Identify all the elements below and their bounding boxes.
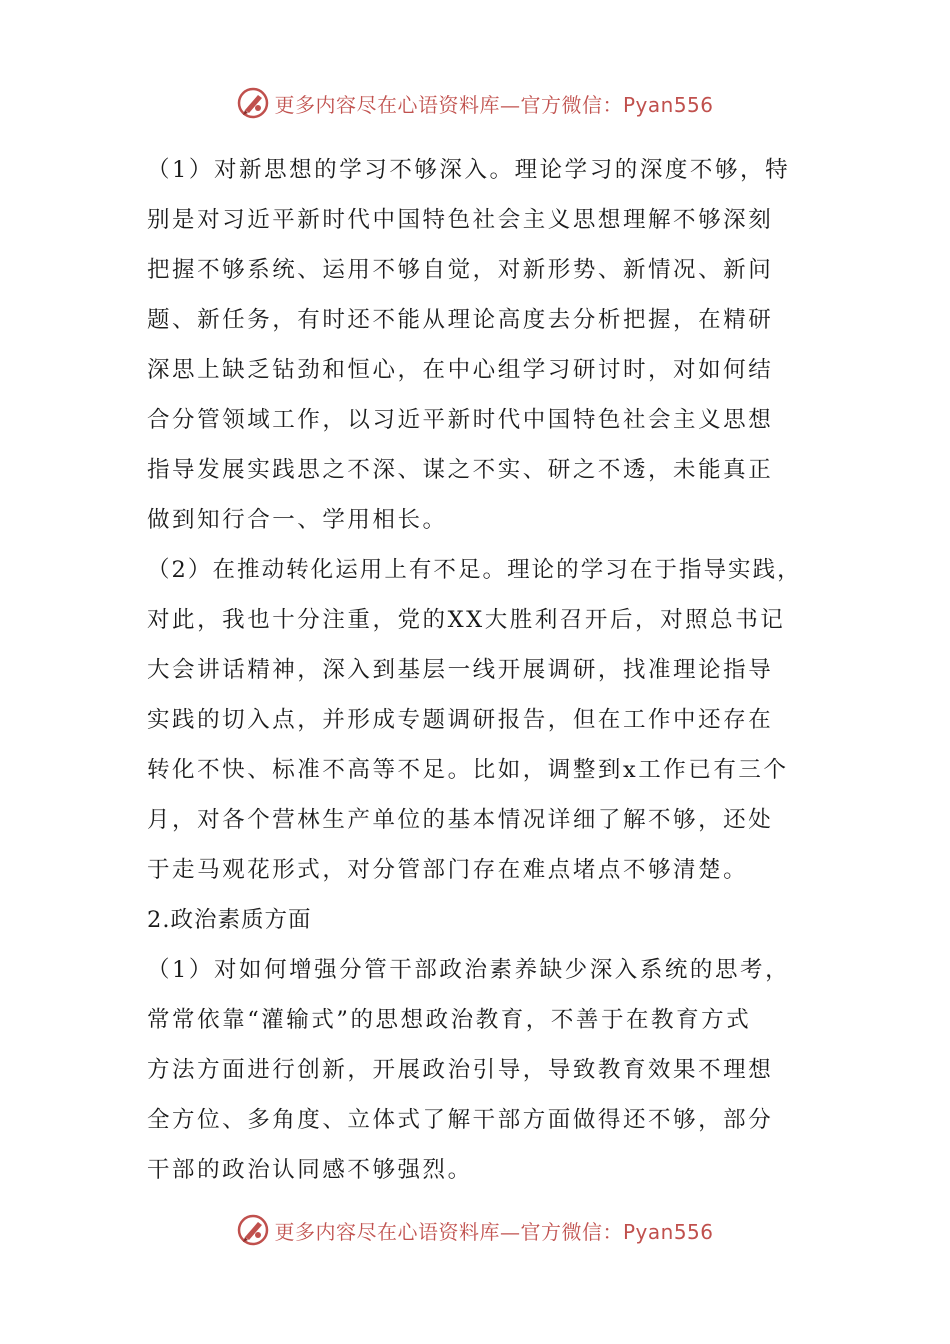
- pen-seal-logo-icon: [236, 1213, 270, 1247]
- text-line: 实践的切入点，并形成专题调研报告，但在工作中还存在: [147, 707, 774, 733]
- text-line: 方法方面进行创新，开展政治引导，导致教育效果不理想: [147, 1057, 774, 1083]
- text-line: 做到知行合一、学用相长。: [147, 507, 448, 533]
- pen-seal-logo-icon: [236, 86, 270, 120]
- text-line: （1）对如何增强分管干部政治素养缺少深入系统的思考，: [147, 957, 791, 983]
- watermark-banner-top: [0, 83, 950, 123]
- text-line: 题、新任务，有时还不能从理论高度去分析把握，在精研: [147, 307, 774, 333]
- text-line: （2）在推动转化运用上有不足。理论的学习在于指导实践，: [147, 557, 802, 583]
- text-line: 大会讲话精神，深入到基层一线开展调研，找准理论指导: [147, 657, 774, 683]
- watermark-text: 更多内容尽在心语资料库—官方微信：Pyan556: [274, 1219, 714, 1244]
- wechat-account: Pyan556: [622, 1219, 714, 1244]
- text-line: 别是对习近平新时代中国特色社会主义思想理解不够深刻: [147, 207, 774, 233]
- text-line: 把握不够系统、运用不够自觉，对新形势、新情况、新问: [147, 257, 774, 283]
- text-line: 干部的政治认同感不够强烈。: [147, 1157, 473, 1183]
- text-line: （1）对新思想的学习不够深入。理论学习的深度不够，特: [147, 157, 791, 183]
- text-line: 常常依靠“灌输式”的思想政治教育，不善于在教育方式: [147, 1007, 752, 1033]
- text-line: 合分管领域工作，以习近平新时代中国特色社会主义思想: [147, 407, 774, 433]
- watermark-banner-bottom: [0, 1210, 950, 1250]
- text-line: 转化不快、标准不高等不足。比如，调整到x工作已有三个: [147, 757, 789, 783]
- wechat-account: Pyan556: [622, 92, 714, 117]
- text-line: 深思上缺乏钻劲和恒心，在中心组学习研讨时，对如何结: [147, 357, 774, 383]
- section-heading: 2.政治素质方面: [147, 907, 312, 933]
- text-line: 指导发展实践思之不深、谋之不实、研之不透，未能真正: [147, 457, 774, 483]
- document-body: [147, 145, 807, 1195]
- text-line: 月，对各个营林生产单位的基本情况详细了解不够，还处: [147, 807, 774, 833]
- text-line: 于走马观花形式，对分管部门存在难点堵点不够清楚。: [147, 857, 749, 883]
- text-line: 对此，我也十分注重，党的XX大胜利召开后，对照总书记: [147, 607, 786, 633]
- text-line: 全方位、多角度、立体式了解干部方面做得还不够，部分: [147, 1107, 774, 1133]
- watermark-text: 更多内容尽在心语资料库—官方微信：Pyan556: [274, 92, 714, 117]
